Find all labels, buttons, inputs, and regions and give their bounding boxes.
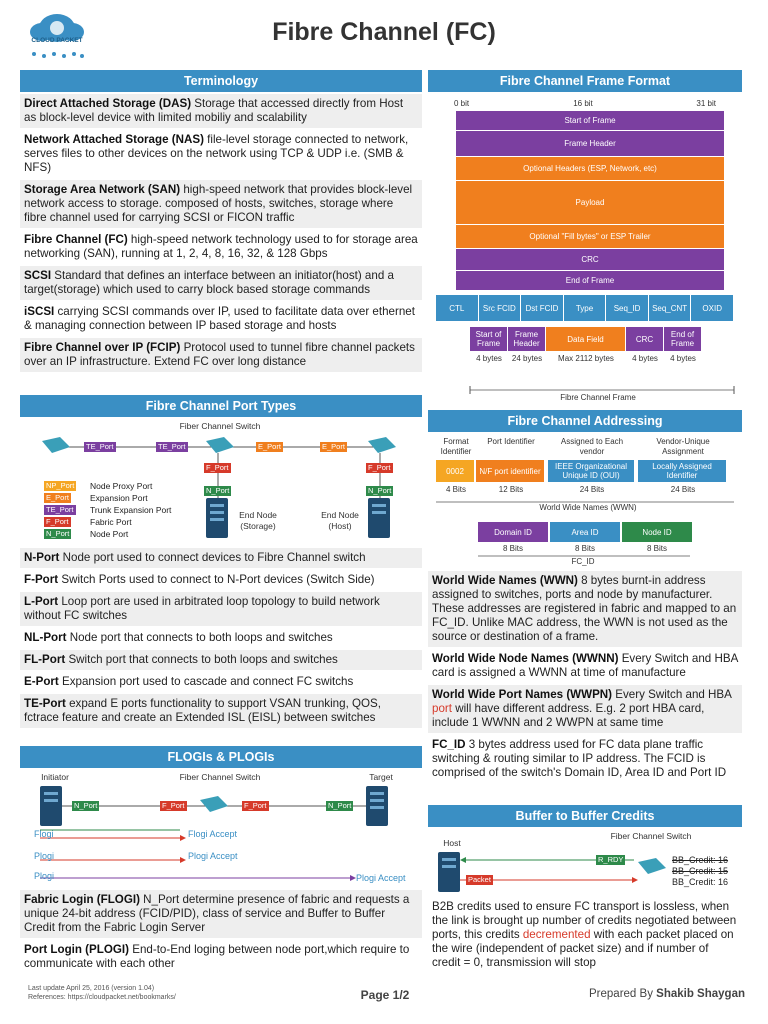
n-port-tag: N_Port	[74, 801, 98, 810]
n-port-tag: N_Port	[328, 801, 352, 810]
e-port-tag: E_Port	[258, 442, 281, 451]
definition-item	[20, 302, 422, 338]
legend-tag: NP_Port	[46, 481, 75, 490]
legend-label: Trunk Expansion Port	[90, 505, 172, 515]
frame-row: Start of Frame	[456, 111, 724, 131]
logo-text: CLOUD PACKET	[31, 37, 83, 44]
header-field: Type	[564, 295, 606, 321]
switch-label: Fiber Channel Switch	[179, 421, 261, 431]
definition-text: high-speed network technology used to for storage area networking (SAN), running at 1, 2, 4, 8, 16, 32, & 128 Gbps	[24, 233, 418, 260]
definition-item	[428, 685, 742, 735]
fcid-caption: FC_ID	[571, 557, 595, 566]
frame-field-size: 24 bytes	[511, 354, 543, 363]
last-update: Last update April 25, 2016 (version 1.04)	[28, 985, 155, 992]
definition-term: World Wide Port Names (WWPN)	[432, 688, 613, 701]
definition-item	[20, 266, 422, 302]
frame-row: Optional Headers (ESP, Network, etc)	[456, 157, 724, 181]
address-bits: 24 Bits	[579, 485, 605, 494]
definition-text: 3 bytes address used for FC data plane traffic switching & routing similar to IP address. The FCID is comprised of the switch's Domain ID, Area ID and Port ID	[432, 738, 727, 779]
terminology-header: Terminology	[20, 70, 422, 92]
definition-highlight: port	[432, 702, 452, 715]
b2b-diagram	[428, 828, 742, 898]
definition-text: Loop port are used in arbitrated loop topology to build network without FC switches	[24, 595, 380, 622]
n-port-tag: N_Port	[206, 486, 230, 495]
target-label: Target	[369, 772, 393, 782]
definition-text: file-level storage connected to network, serves files to other devices on the network using TCP & UDP i.e. (SMB & NFS)	[24, 133, 409, 174]
plogi-label: Plogi	[34, 871, 55, 881]
flogi-accept-label: Flogi Accept	[188, 829, 238, 839]
definition-term: FC_ID	[432, 738, 466, 751]
b2b-text: B2B credits used to ensure FC transport is lossless, when the link is brought up number of credits negotiated between ports, this credits decremented with each packet placed on the wire (independent of packet size) and if number of credit = 0, transmission will stop	[432, 900, 737, 969]
frame-field-size: 4 bytes	[476, 354, 502, 363]
frame-field: CRC	[626, 327, 663, 351]
definition-term: Network Attached Storage (NAS)	[24, 133, 204, 146]
definition-term: N-Port	[24, 551, 60, 564]
prepared-by: Prepared By Shakib Shaygan	[589, 988, 745, 1000]
f-port-tag: F_Port	[368, 463, 391, 472]
definition-item	[428, 735, 742, 785]
plogi-accept-label: Plogi Accept	[188, 851, 238, 861]
definition-term: Storage Area Network (SAN)	[24, 183, 181, 196]
definition-item	[20, 548, 422, 570]
definition-item	[20, 230, 422, 266]
address-box: IEEE Organizational Unique ID (OUI)	[548, 460, 634, 482]
switch-icon	[42, 437, 70, 453]
frame-row: Frame Header	[456, 131, 724, 157]
definition-text: Storage that accessed directly from Host as block-level device with limited mobiliy and scalability	[24, 97, 404, 124]
definition-text: Protocol used to tunnel fibre channel packets over an IP infrastructure. Extend FC over long distance	[24, 341, 415, 368]
legend-label: Expansion Port	[90, 493, 148, 503]
definition-term: L-Port	[24, 595, 59, 608]
definition-text: Switch Ports used to connect to N-Port devices (Switch Side)	[58, 573, 375, 586]
bit-label: 0 bit	[454, 99, 470, 108]
definition-text: will have different address. E.g. 2 port HBA card, include 1 WWNN and 2 WWPN at same time	[432, 702, 705, 729]
frame-field: Start of Frame	[470, 327, 507, 351]
definition-term: World Wide Names (WWN)	[432, 574, 578, 587]
packet-tag: Packet	[468, 875, 491, 884]
definition-term: Fibre Channel (FC)	[24, 233, 128, 246]
definition-text: Every Switch and HBA	[612, 688, 732, 701]
credit-value: BB_Credit: 16	[672, 855, 729, 865]
address-box: Locally Assigned Identifier	[638, 460, 726, 482]
definition-term: Port Login (PLOGI)	[24, 943, 129, 956]
definition-term: NL-Port	[24, 631, 67, 644]
address-box: 0002	[436, 460, 474, 482]
end-node-storage-label: End Node (Storage)	[239, 510, 277, 531]
legend-row	[44, 504, 214, 516]
port-legend	[44, 480, 214, 540]
legend-label: Node Port	[90, 529, 129, 539]
e-port-tag: E_Port	[322, 442, 345, 451]
definition-item	[20, 94, 422, 130]
definition-text: Switch port that connects to both loops and switches	[65, 653, 338, 666]
r-rdy-tag: R_RDY	[598, 855, 624, 864]
addressing-list	[428, 571, 742, 785]
definition-term: Direct Attached Storage (DAS)	[24, 97, 192, 110]
legend-tag: N_Port	[46, 529, 70, 538]
port-types-header: Fibre Channel Port Types	[20, 395, 422, 417]
references: References: https://cloudpacket.net/bookmarks/	[28, 994, 176, 1001]
definition-term: iSCSI	[24, 305, 55, 318]
footer-meta	[28, 984, 176, 1002]
definition-item	[20, 628, 422, 650]
legend-row	[44, 480, 214, 492]
definition-text: Every Switch and HBA card is assigned a WWNN at time of manufacture	[432, 652, 738, 679]
frame-caption: Fibre Channel Frame	[560, 393, 636, 402]
header-field: CTL	[436, 295, 478, 321]
flogi-label: Flogi	[34, 829, 54, 839]
port-types-diagram	[20, 418, 422, 546]
definition-item	[20, 694, 422, 730]
frame-row: Payload	[456, 181, 724, 225]
f-port-tag: F_Port	[162, 801, 185, 810]
bit-label: 31 bit	[696, 99, 716, 108]
plogi-accept-label: Plogi Accept	[356, 873, 406, 883]
terminology-list	[20, 94, 422, 374]
definition-term: World Wide Node Names (WWNN)	[432, 652, 619, 665]
credit-value: BB_Credit: 15	[672, 866, 729, 876]
address-bits: 12 Bits	[498, 485, 524, 494]
definition-item	[20, 570, 422, 592]
definition-term: Fabric Login (FLOGI)	[24, 893, 140, 906]
definition-item	[20, 672, 422, 694]
te-port-tag: TE_Port	[158, 442, 186, 451]
b2b-switch-label: Fiber Channel Switch	[610, 831, 692, 841]
header-field: Seq_CNT	[649, 295, 691, 321]
definition-term: TE-Port	[24, 697, 66, 710]
frame-field: Data Field	[546, 327, 625, 351]
legend-label: Node Proxy Port	[90, 481, 153, 491]
initiator-label: Initiator	[41, 772, 69, 782]
address-box: N/F port identifier	[476, 460, 544, 482]
definition-item	[20, 180, 422, 230]
header-field: Seq_ID	[606, 295, 648, 321]
definition-term: FL-Port	[24, 653, 66, 666]
address-col-title: Port Identifier	[487, 437, 535, 446]
definition-item	[20, 650, 422, 672]
fcid-box: Area ID	[550, 522, 620, 542]
definition-item	[428, 649, 742, 685]
definition-item	[20, 338, 422, 374]
definition-text: End-to-End loging between node port,which require to communicate with each other	[24, 943, 410, 970]
frame-field-size: 4 bytes	[670, 354, 696, 363]
legend-tag: E_Port	[46, 493, 69, 502]
end-node-host-label: End Node (Host)	[321, 510, 359, 531]
address-col-title: Assigned to Each vendor	[560, 437, 624, 456]
page-title: Fibre Channel (FC)	[272, 18, 496, 46]
legend-tag: TE_Port	[46, 505, 74, 514]
f-port-tag: F_Port	[206, 463, 229, 472]
frame-row: Optional "Fill bytes" or ESP Trailer	[456, 225, 724, 249]
header-field: Src FCID	[479, 295, 521, 321]
legend-row	[44, 492, 214, 504]
fcid-box: Domain ID	[478, 522, 548, 542]
fcid-bits: 8 Bits	[502, 544, 523, 553]
definition-text: N_Port determine presence of fabric and requests a unique 24-bit address (FCID/PID), class of service and Buffer to Buffer Credit from the Fabric Login Server	[24, 893, 410, 934]
definition-text: high-speed network that provides block-level network access to storage. composed of hosts, switches, storage where fibre channel used for carrying SCSI or FICON traffic	[24, 183, 413, 224]
flogi-header: FLOGIs & PLOGIs	[20, 746, 422, 768]
header-field: Dst FCID	[521, 295, 563, 321]
wwn-caption: World Wide Names (WWN)	[539, 503, 637, 512]
frame-format-diagram	[428, 94, 742, 406]
fc-switch-label: Fiber Channel Switch	[179, 772, 261, 782]
definition-item	[428, 571, 742, 649]
definition-text: 8 bytes burnt-in address assigned to switches, ports and node by manufacturer. These addresses are registered in fabric and mapped to an FC_ID. Unlike MAC address, the WWN is not used as the source or destination of a frame.	[432, 574, 737, 643]
plogi-label: Plogi	[34, 851, 55, 861]
te-port-tag: TE_Port	[86, 442, 114, 451]
definition-text: carrying SCSI commands over IP, used to facilitate data over ethernet & managing connection between IP based storage and hosts	[24, 305, 415, 332]
page-number: Page 1/2	[360, 988, 410, 1002]
flogi-diagram	[20, 768, 422, 888]
credit-value: BB_Credit: 16	[672, 877, 729, 887]
frame-field: End of Frame	[664, 327, 701, 351]
definition-item	[20, 592, 422, 628]
frame-row: CRC	[456, 249, 724, 271]
address-bits: 24 Bits	[670, 485, 696, 494]
definition-text: Standard that defines an interface between an initiator(host) and a target(storage) which used to carry block based storage commands	[24, 269, 394, 296]
legend-row	[44, 516, 214, 528]
flogi-list	[20, 890, 422, 976]
b2b-header: Buffer to Buffer Credits	[428, 805, 742, 827]
n-port-tag: N_Port	[368, 486, 392, 495]
definition-text: expand E ports functionality to support VSAN trunking, QOS, fctrace feature and create an Extended ISL (EISL) between switches	[24, 697, 382, 724]
header-field: OXID	[691, 295, 733, 321]
definition-item	[20, 940, 422, 976]
fcid-bits: 8 Bits	[646, 544, 667, 553]
definition-term: F-Port	[24, 573, 59, 586]
definition-item	[20, 890, 422, 940]
fcid-box: Node ID	[622, 522, 692, 542]
frame-field: Frame Header	[508, 327, 545, 351]
f-port-tag: F_Port	[244, 801, 267, 810]
frame-field-size: 4 bytes	[632, 354, 658, 363]
addressing-header: Fibre Channel Addressing	[428, 410, 742, 432]
address-bits: 4 Bits	[445, 485, 466, 494]
host-label: Host	[443, 838, 461, 848]
definition-term: Fibre Channel over IP (FCIP)	[24, 341, 181, 354]
credit-list	[672, 855, 728, 888]
fcid-bits: 8 Bits	[574, 544, 595, 553]
author-name: Shakib Shaygan	[656, 988, 745, 1000]
frame-format-header: Fibre Channel Frame Format	[428, 70, 742, 92]
address-col-title: Vendor-Unique Assignment	[656, 437, 710, 456]
addressing-diagram	[428, 434, 742, 570]
definition-term: SCSI	[24, 269, 52, 282]
definition-text: Expansion port used to cascade and connect FC switchs	[58, 675, 354, 688]
port-types-list	[20, 548, 422, 730]
frame-row: End of Frame	[456, 271, 724, 291]
legend-label: Fabric Port	[90, 517, 132, 527]
frame-field-size: Max 2112 bytes	[558, 354, 614, 363]
legend-row	[44, 528, 214, 540]
bit-label: 16 bit	[573, 99, 593, 108]
definition-term: E-Port	[24, 675, 59, 688]
definition-text: Node port that connects to both loops and switches	[66, 631, 333, 644]
definition-text: Node port used to connect devices to Fibre Channel switch	[59, 551, 366, 564]
address-col-title: Format Identifier	[440, 437, 472, 456]
legend-tag: F_Port	[46, 517, 69, 526]
definition-item	[20, 130, 422, 180]
